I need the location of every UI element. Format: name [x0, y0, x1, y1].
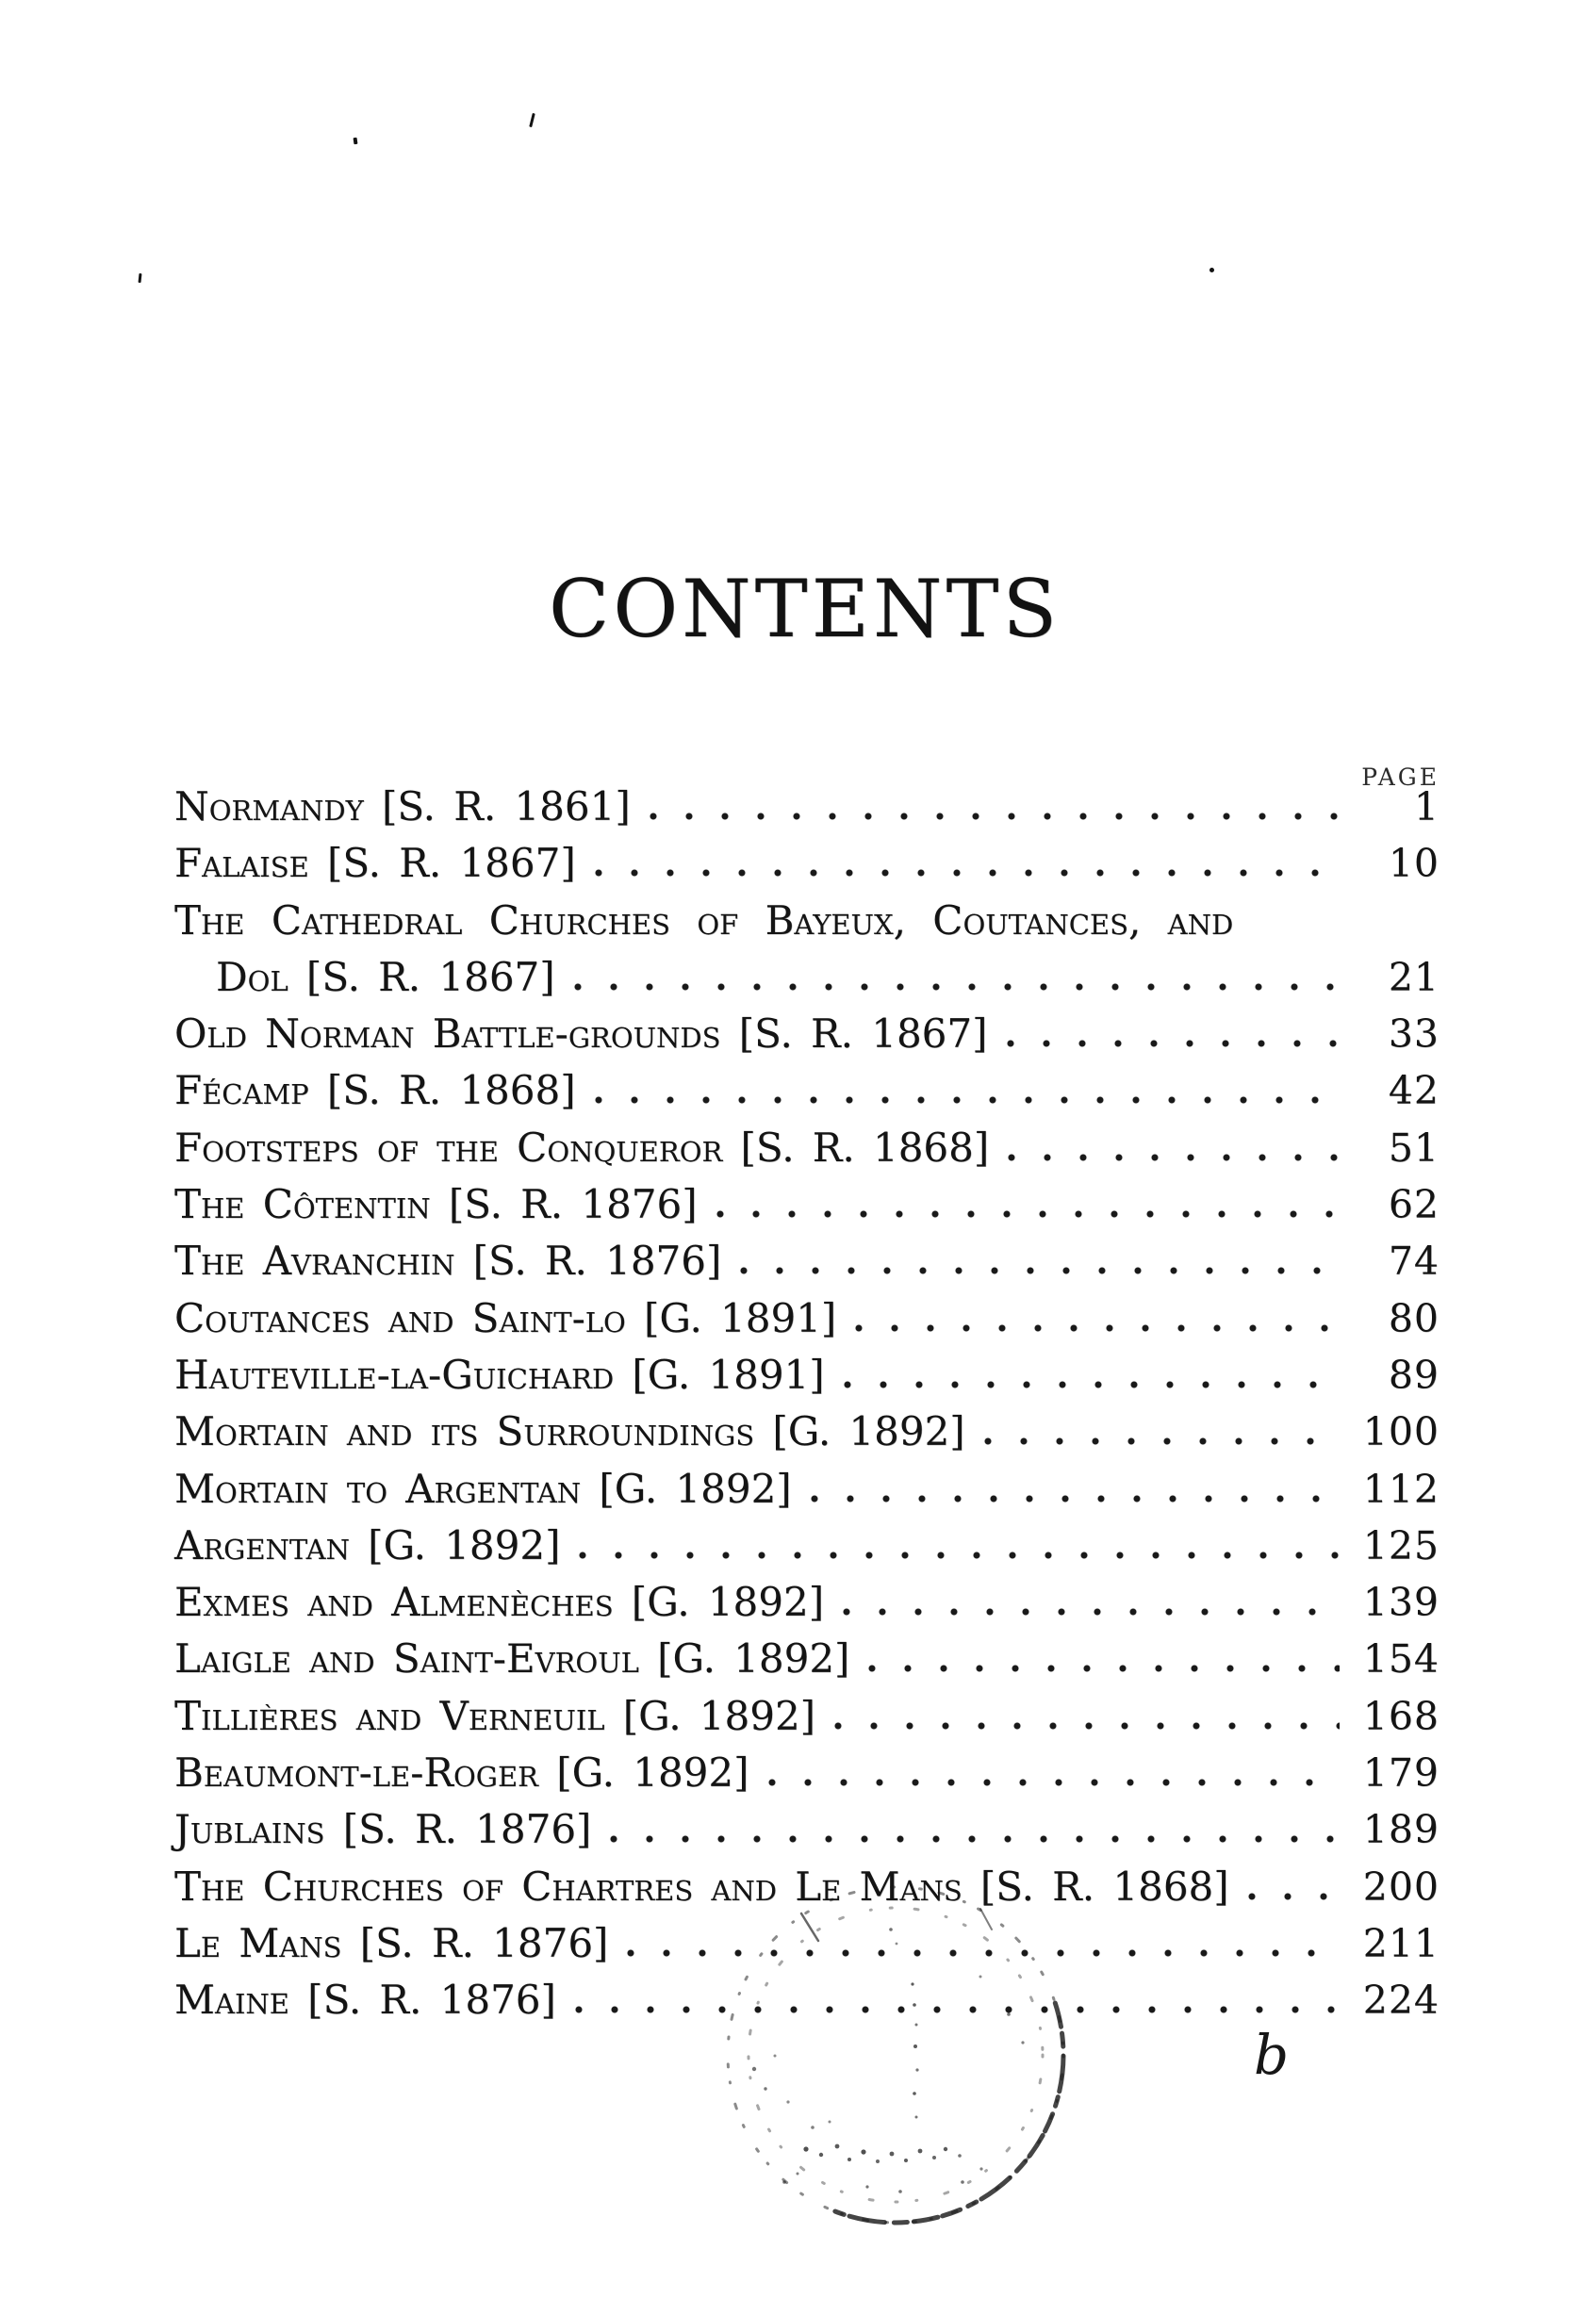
entry-title: The Avranchin [S. R. 1876]: [174, 1238, 722, 1285]
dot-leader: [716, 1210, 1340, 1218]
page-column-header: PAGE: [1361, 764, 1440, 791]
entry-title: Coutances and Saint-lo [G. 1891]: [174, 1294, 837, 1341]
page-title: CONTENTS: [548, 563, 1061, 655]
ink-speck: [138, 273, 141, 283]
entry-title: Hauteville-la-Guichard [G. 1891]: [174, 1351, 825, 1398]
entry-page-number: 139: [1362, 1580, 1440, 1626]
dot-leader: [768, 1779, 1340, 1786]
entry-title: Dol [S. R. 1867]: [216, 953, 555, 1000]
ink-speck: [1209, 268, 1214, 272]
entry-page-number: 1: [1413, 784, 1440, 829]
toc-entry: [174, 1062, 1440, 1119]
toc-entry: [174, 949, 1440, 1006]
dot-leader: [855, 1324, 1340, 1332]
entry-title: Mortain to Argentan [G. 1892]: [174, 1465, 792, 1512]
entry-page-number: 125: [1362, 1522, 1440, 1568]
entry-page-number: 200: [1362, 1864, 1440, 1910]
dot-leader: [834, 1722, 1340, 1730]
toc-entry: [174, 1233, 1440, 1289]
toc-entry: [174, 1404, 1440, 1460]
toc-entry: [174, 1518, 1440, 1574]
entry-title: Maine [S. R. 1876]: [174, 1977, 556, 2024]
entry-title: Le Mans [S. R. 1876]: [174, 1919, 609, 1966]
circular-ink-stamp: [698, 1871, 1103, 2267]
ink-speck: [354, 138, 358, 144]
entry-page-number: 189: [1362, 1807, 1440, 1853]
ink-speck: [529, 113, 535, 127]
entry-page-number: 112: [1362, 1466, 1440, 1512]
entry-title: Beaumont-le-Roger [G. 1892]: [174, 1749, 749, 1797]
toc-entry: [174, 835, 1440, 892]
dot-leader: [1248, 1893, 1340, 1900]
toc-entry: [174, 1006, 1440, 1062]
toc-entry: [174, 1176, 1440, 1233]
signature-mark: b: [1254, 2023, 1290, 2087]
entry-title: Exmes and Almenèches [G. 1892]: [174, 1579, 825, 1626]
entry-title: Old Norman Battle-grounds [S. R. 1867]: [174, 1010, 988, 1058]
dot-leader: [984, 1437, 1340, 1445]
entry-page-number: 42: [1388, 1068, 1440, 1114]
toc-entry: [174, 1461, 1440, 1518]
dot-leader: [844, 1381, 1340, 1388]
entry-page-number: 168: [1362, 1693, 1440, 1739]
entry-page-number: 100: [1362, 1409, 1440, 1455]
entry-title: Jublains [S. R. 1876]: [174, 1806, 592, 1853]
entry-page-number: 21: [1388, 954, 1440, 1000]
entry-title: Falaise [S. R. 1867]: [174, 840, 576, 887]
entry-page-number: 74: [1388, 1239, 1440, 1285]
toc-entry: [174, 1631, 1440, 1687]
entry-title: Fécamp [S. R. 1868]: [174, 1067, 576, 1114]
dot-leader: [610, 1835, 1340, 1843]
toc-entry: [174, 1745, 1440, 1801]
dot-leader: [579, 1552, 1340, 1559]
dot-leader: [740, 1267, 1340, 1274]
entry-page-number: 154: [1362, 1636, 1440, 1683]
toc-entry: [174, 1801, 1440, 1858]
dot-leader: [1007, 1040, 1341, 1047]
entry-page-number: 89: [1388, 1352, 1440, 1398]
dot-leader: [811, 1495, 1340, 1503]
entry-page-number: 62: [1388, 1182, 1440, 1228]
table-of-contents: [174, 779, 1440, 2029]
dot-leader: [650, 813, 1340, 820]
entry-title: Footsteps of the Conqueror [S. R. 1868]: [174, 1124, 990, 1171]
dot-leader: [843, 1608, 1340, 1616]
dot-leader: [574, 983, 1340, 991]
entry-title: The Churches of Chartres and Le Mans [S. R. 1868]: [174, 1863, 1229, 1910]
entry-page-number: 51: [1388, 1125, 1440, 1171]
stamp-speckle-text: [752, 1928, 1025, 2193]
toc-entry: [174, 1347, 1440, 1404]
toc-entry: [174, 779, 1440, 835]
entry-page-number: 33: [1388, 1011, 1440, 1058]
entry-title: Argentan [G. 1892]: [174, 1521, 561, 1568]
entry-page-number: 179: [1362, 1750, 1440, 1797]
entry-title: Laigle and Saint-Evroul [G. 1892]: [174, 1635, 850, 1683]
toc-entry: [174, 1120, 1440, 1176]
entry-page-number: 80: [1388, 1295, 1440, 1341]
dot-leader: [868, 1665, 1340, 1672]
dot-leader: [1008, 1154, 1340, 1161]
toc-entry: [174, 893, 1440, 949]
toc-entry: [174, 1574, 1440, 1631]
entry-title: Normandy [S. R. 1861]: [174, 783, 631, 829]
toc-entry: [174, 1688, 1440, 1745]
entry-title: The Cathedral Churches of Bayeux, Coutances, and: [174, 896, 1234, 944]
entry-title: The Côtentin [S. R. 1876]: [174, 1181, 698, 1228]
entry-page-number: 211: [1362, 1920, 1440, 1966]
entry-page-number: 224: [1362, 1978, 1440, 2024]
entry-page-number: 10: [1388, 841, 1440, 887]
dot-leader: [595, 869, 1340, 877]
dot-leader: [595, 1096, 1340, 1104]
entry-title: Tillières and Verneuil [G. 1892]: [174, 1692, 816, 1739]
toc-entry: [174, 1290, 1440, 1347]
entry-title: Mortain and its Surroundings [G. 1892]: [174, 1408, 965, 1455]
